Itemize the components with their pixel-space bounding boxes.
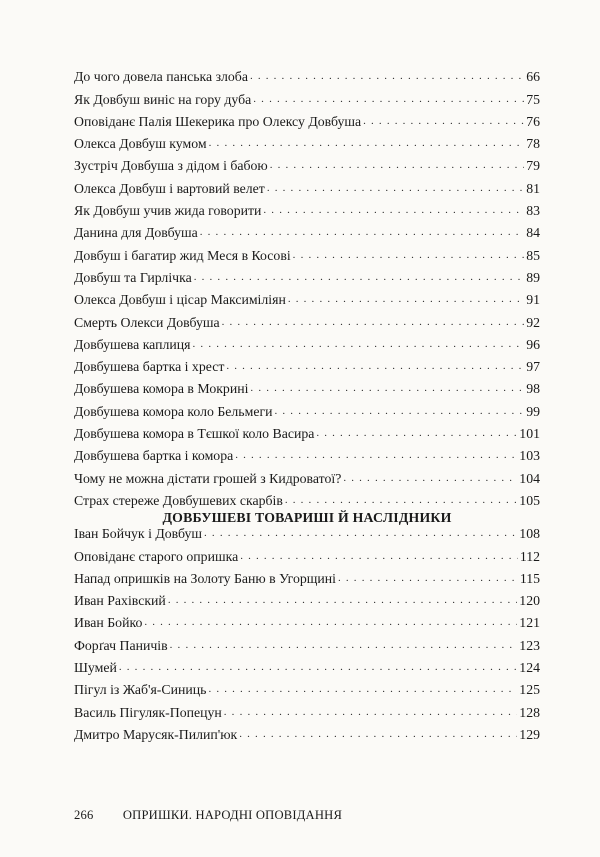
toc-entry-page: 120 (519, 593, 540, 609)
toc-entry-title: Довбушева комора в Мокрині (74, 381, 249, 397)
toc-entry-title: Дмитро Марусяк-Пилип'юк (74, 726, 238, 742)
toc-entry-title: Шумей (74, 660, 117, 676)
toc-section-dovbush (74, 62, 540, 508)
toc-entry (74, 519, 540, 541)
toc-entry (74, 541, 540, 563)
toc-entry (74, 675, 540, 697)
toc-entry-page: 96 (526, 336, 540, 352)
toc-entry-page: 98 (526, 381, 540, 397)
toc-entry (74, 285, 540, 307)
toc-entry (74, 263, 540, 285)
toc-entry-page: 81 (526, 180, 540, 196)
toc-entry (74, 240, 540, 262)
toc-entry-title: Зустріч Довбуша з дідом і бабою (74, 158, 268, 174)
toc-entry-page: 124 (519, 660, 540, 676)
toc-dot-leader (250, 381, 524, 396)
toc-entry-title: Страх стереже Довбушевих скарбів (74, 492, 283, 508)
toc-entry-page: 129 (519, 726, 540, 742)
toc-dot-leader (239, 727, 517, 742)
toc-entry (74, 374, 540, 396)
toc-entry-title: Иван Рахівский (74, 593, 166, 609)
toc-entry (74, 173, 540, 195)
toc-entry-page: 103 (519, 448, 540, 464)
toc-entry-title: До чого довела панська злоба (74, 69, 248, 85)
toc-entry-page: 112 (519, 548, 540, 564)
page-footer (74, 808, 342, 823)
toc-entry-title: Довбушева бартка і комора (74, 448, 234, 464)
toc-dot-leader (209, 136, 525, 151)
toc-entry-title: Як Довбуш виніс на гору дуба (74, 91, 252, 107)
toc-dot-leader (119, 660, 517, 675)
toc-entry-title: Данина для Довбуша (74, 225, 198, 241)
toc-entry-page: 85 (526, 247, 540, 263)
toc-entry-title: Іван Бойчук і Довбуш (74, 526, 203, 542)
toc-dot-leader (343, 471, 517, 486)
toc-entry-page: 125 (519, 682, 540, 698)
toc-dot-leader (267, 181, 524, 196)
toc-dot-leader (200, 225, 524, 240)
toc-dot-leader (170, 638, 518, 653)
toc-dot-leader (253, 92, 524, 107)
toc-entry-page: 97 (526, 359, 540, 375)
toc-dot-leader (168, 593, 517, 608)
toc-dot-leader (363, 114, 524, 129)
toc-dot-leader (275, 404, 525, 419)
toc-dot-leader (194, 270, 524, 285)
toc-entry-page: 104 (519, 470, 540, 486)
toc-entry-title: Довбушева комора в Тєшкої коло Васира (74, 426, 315, 442)
toc-entry-title: Довбушева каплиця (74, 336, 191, 352)
toc-dot-leader (288, 292, 524, 307)
toc-entry (74, 564, 540, 586)
toc-entry (74, 720, 540, 742)
toc-entry-page: 99 (526, 403, 540, 419)
toc-entry (74, 486, 540, 508)
toc-entry-page: 66 (526, 69, 540, 85)
toc-entry-page: 76 (526, 113, 540, 129)
toc-dot-leader (285, 493, 517, 508)
toc-entry-page: 101 (519, 426, 540, 442)
toc-dot-leader (193, 337, 525, 352)
toc-dot-leader (240, 549, 518, 564)
toc-entry-page: 128 (519, 704, 540, 720)
toc-entry-title: Олекса Довбуш кумом (74, 136, 207, 152)
toc-dot-leader (222, 315, 525, 330)
toc-entry (74, 441, 540, 463)
toc-entry-page: 115 (519, 570, 540, 586)
toc-entry-title: Довбушева комора коло Бельмеги (74, 403, 273, 419)
toc-entry-title: Напад опришків на Золоту Баню в Угорщині (74, 570, 336, 586)
toc-entry-page: 89 (526, 269, 540, 285)
toc-entry-title: Олекса Довбуш і цісар Максиміліян (74, 292, 286, 308)
running-title: ОПРИШКИ. НАРОДНІ ОПОВІДАННЯ (122, 808, 343, 822)
toc-entry-title: Форґач Паничів (74, 637, 168, 653)
toc-entry-title: Чому не можна дістати грошей з Кидроватої? (74, 470, 342, 486)
toc-entry-page: 84 (526, 225, 540, 241)
page-number: 266 (74, 808, 94, 822)
toc-entry (74, 586, 540, 608)
toc-dot-leader (208, 682, 517, 697)
toc-entry-title: Пігул із Жаб'я-Синиць (74, 682, 207, 698)
toc-dot-leader (270, 158, 524, 173)
toc-entry-title: Смерть Олекси Довбуша (74, 314, 220, 330)
toc-entry-page: 83 (526, 203, 540, 219)
toc-dot-leader (224, 705, 518, 720)
toc-entry (74, 129, 540, 151)
toc-entry (74, 196, 540, 218)
toc-entry-title: Як Довбуш учив жида говорити (74, 203, 262, 219)
toc-entry-title: Довбуш і багатир жид Меся в Косові (74, 247, 291, 263)
toc-entry (74, 330, 540, 352)
toc-entry (74, 307, 540, 329)
toc-entry-title: Оповіданє старого опришка (74, 548, 239, 564)
toc-entry-title: Василь Пігуляк-Попецун (74, 704, 222, 720)
toc-section-companions (74, 519, 540, 742)
toc-entry (74, 653, 540, 675)
toc-entry (74, 62, 540, 84)
toc-dot-leader (338, 571, 518, 586)
toc-entry (74, 608, 540, 630)
toc-entry-page: 79 (526, 158, 540, 174)
toc-entry (74, 352, 540, 374)
toc-entry-page: 78 (526, 136, 540, 152)
toc-entry (74, 463, 540, 485)
toc-entry (74, 630, 540, 652)
toc-dot-leader (250, 69, 524, 84)
toc-entry-page: 123 (519, 637, 540, 653)
toc-dot-leader (316, 426, 517, 441)
toc-entry-title: Оповіданє Палія Шекерика про Олексу Довбуша (74, 113, 362, 129)
toc-entry-title: Довбушева бартка і хрест (74, 359, 225, 375)
toc-entry-page: 108 (519, 526, 540, 542)
toc-entry-page: 75 (526, 91, 540, 107)
toc-entry-page: 121 (519, 615, 540, 631)
toc-dot-leader (293, 248, 525, 263)
toc-dot-leader (226, 359, 524, 374)
toc-dot-leader (263, 203, 524, 218)
toc-entry (74, 396, 540, 418)
toc-entry (74, 218, 540, 240)
section-heading: ДОВБУШЕВІ ТОВАРИШІ Й НАСЛІДНИКИ (162, 510, 452, 525)
toc-dot-leader (235, 448, 517, 463)
toc-entry-page: 92 (526, 314, 540, 330)
toc-dot-leader (144, 615, 517, 630)
toc-entry (74, 107, 540, 129)
toc-entry (74, 151, 540, 173)
toc-entry (74, 84, 540, 106)
toc-entry-title: Иван Бойко (74, 615, 143, 631)
toc-entry-title: Довбуш та Гирлічка (74, 269, 192, 285)
toc-entry-page: 105 (519, 492, 540, 508)
toc-entry-page: 91 (526, 292, 540, 308)
toc-dot-leader (204, 526, 517, 541)
toc-entry (74, 419, 540, 441)
toc-entry-title: Олекса Довбуш і вартовий велет (74, 180, 265, 196)
toc-entry (74, 697, 540, 719)
